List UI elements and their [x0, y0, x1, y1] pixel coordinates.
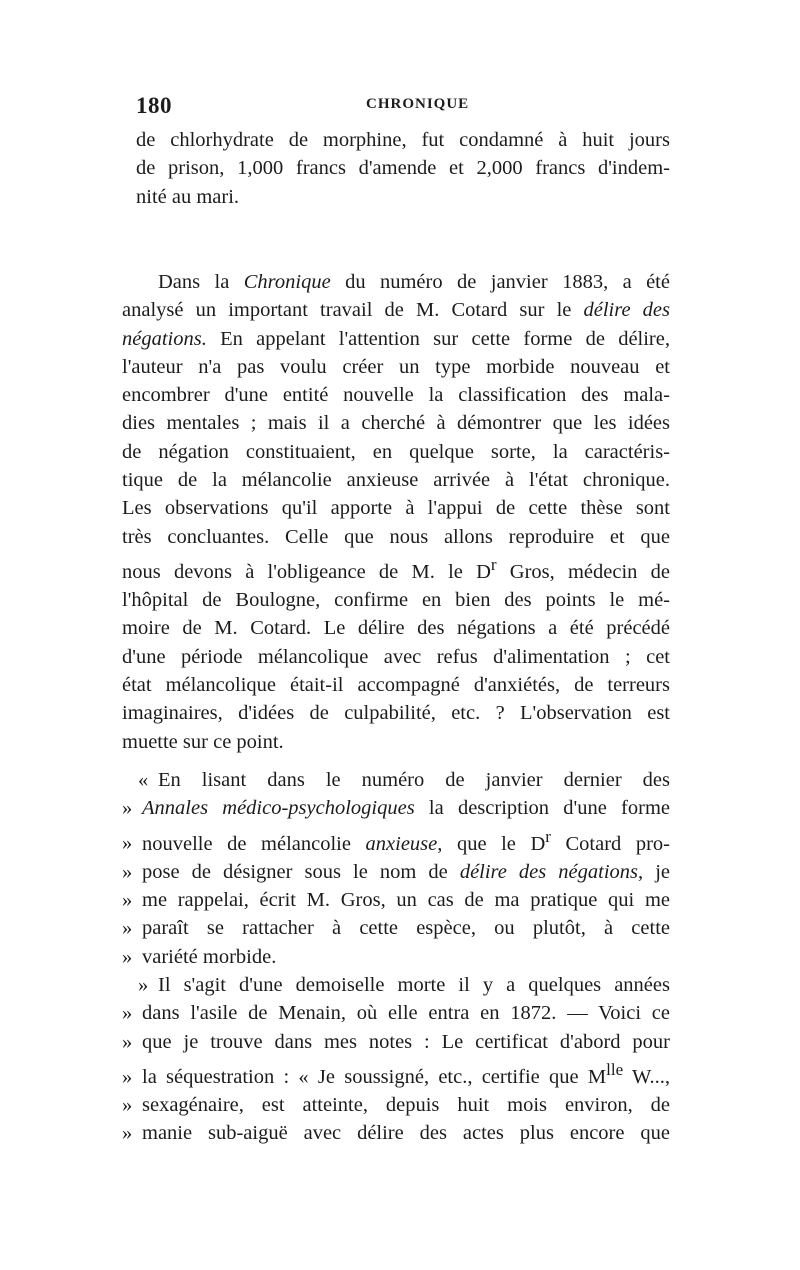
text-line: » la séquestration : « Je soussigné, etc., certifie que $M^{lle}$ W..., — [122, 1056, 670, 1091]
guillemet: » — [122, 945, 133, 968]
text-line: très concluantes. Celle que nous allons reproduire et que — [122, 525, 670, 548]
text-line: » Annales médico-psychologiques la description d'une forme — [122, 794, 670, 822]
text-line: tique de la mélancolie anxieuse arrivée à l'état chronique. — [122, 469, 670, 492]
guillemet: » — [122, 1030, 133, 1053]
guillemet: » — [122, 1002, 133, 1025]
text-line: de négation constituaient, en quelque sorte, la caractéris- — [122, 440, 670, 463]
text-line: l'hôpital de Boulogne, confirme en bien des points le mé- — [122, 589, 670, 612]
text-line: « En lisant dans le numéro de janvier dernier des — [122, 766, 670, 794]
text-line: de chlorhydrate de morphine, fut condamné à huit jours — [136, 129, 670, 151]
text-line: négations. En appelant l'attention sur cette forme de délire, — [122, 327, 670, 350]
text-line: muette sur ce point. — [122, 730, 284, 753]
guillemet-open: « — [138, 769, 149, 791]
text-line: » paraît se rattacher à cette espèce, ou plutôt, à cette — [122, 914, 670, 942]
text-line: » variété morbide. — [122, 943, 670, 971]
paragraph-continuation — [136, 126, 670, 211]
text-line: » nouvelle de mélancolie anxieuse, que le $D^r$ Cotard pro- — [122, 823, 670, 858]
guillemet: » — [122, 917, 133, 940]
quotation-block — [122, 766, 670, 1148]
text-line: Dans la Chronique du numéro de janvier 1883, a été — [158, 271, 670, 293]
text-line: moire de M. Cotard. Le délire des négations a été précédé — [122, 617, 670, 640]
guillemet: » — [122, 832, 133, 855]
guillemet: » — [122, 889, 133, 912]
guillemet: » — [122, 1093, 133, 1116]
text-line: analysé un important travail de M. Cotard sur le délire des — [122, 299, 670, 322]
text-line: l'auteur n'a pas voulu créer un type morbide nouveau et — [122, 355, 670, 378]
paragraph-chronique — [122, 268, 670, 756]
text-line: » dans l'asile de Menain, où elle entra en 1872. — Voici ce — [122, 999, 670, 1027]
text-line: d'une période mélancolique avec refus d'alimentation ; cet — [122, 645, 670, 668]
text-line: » manie sub-aiguë avec délire des actes plus encore que — [122, 1119, 670, 1147]
guillemet: » — [122, 1122, 133, 1145]
text-line: » pose de désigner sous le nom de délire des négations, je — [122, 858, 670, 886]
text-line: » Il s'agit d'une demoiselle morte il y a quelques années — [122, 971, 670, 999]
guillemet: » — [122, 797, 133, 820]
page-number: 180 — [136, 93, 172, 118]
text-line: nous devons à l'obligeance de M. le $D^r$ Gros, médecin de — [122, 554, 670, 583]
text-line: de prison, 1,000 francs d'amende et 2,000 francs d'indem- — [136, 157, 670, 180]
guillemet: » — [138, 973, 149, 996]
text-line: Les observations qu'il apporte à l'appui de cette thèse sont — [122, 497, 670, 520]
running-head: CHRONIQUE — [366, 96, 470, 112]
text-line: » que je trouve dans mes notes : Le certificat d'abord pour — [122, 1028, 670, 1056]
guillemet: » — [122, 1065, 133, 1088]
text-line: imaginaires, d'idées de culpabilité, etc. ? L'observation est — [122, 702, 670, 725]
text-line: dies mentales ; mais il a cherché à démontrer que les idées — [122, 412, 670, 435]
text-line: » sexagénaire, est atteinte, depuis huit mois environ, de — [122, 1091, 670, 1119]
text-line: état mélancolique était-il accompagné d'anxiétés, de terreurs — [122, 673, 670, 696]
text-line: » me rappelai, écrit M. Gros, un cas de ma pratique qui me — [122, 886, 670, 914]
guillemet: » — [122, 860, 133, 883]
text-line: encombrer d'une entité nouvelle la classification des mala- — [122, 384, 670, 407]
text-line: nité au mari. — [136, 185, 240, 208]
